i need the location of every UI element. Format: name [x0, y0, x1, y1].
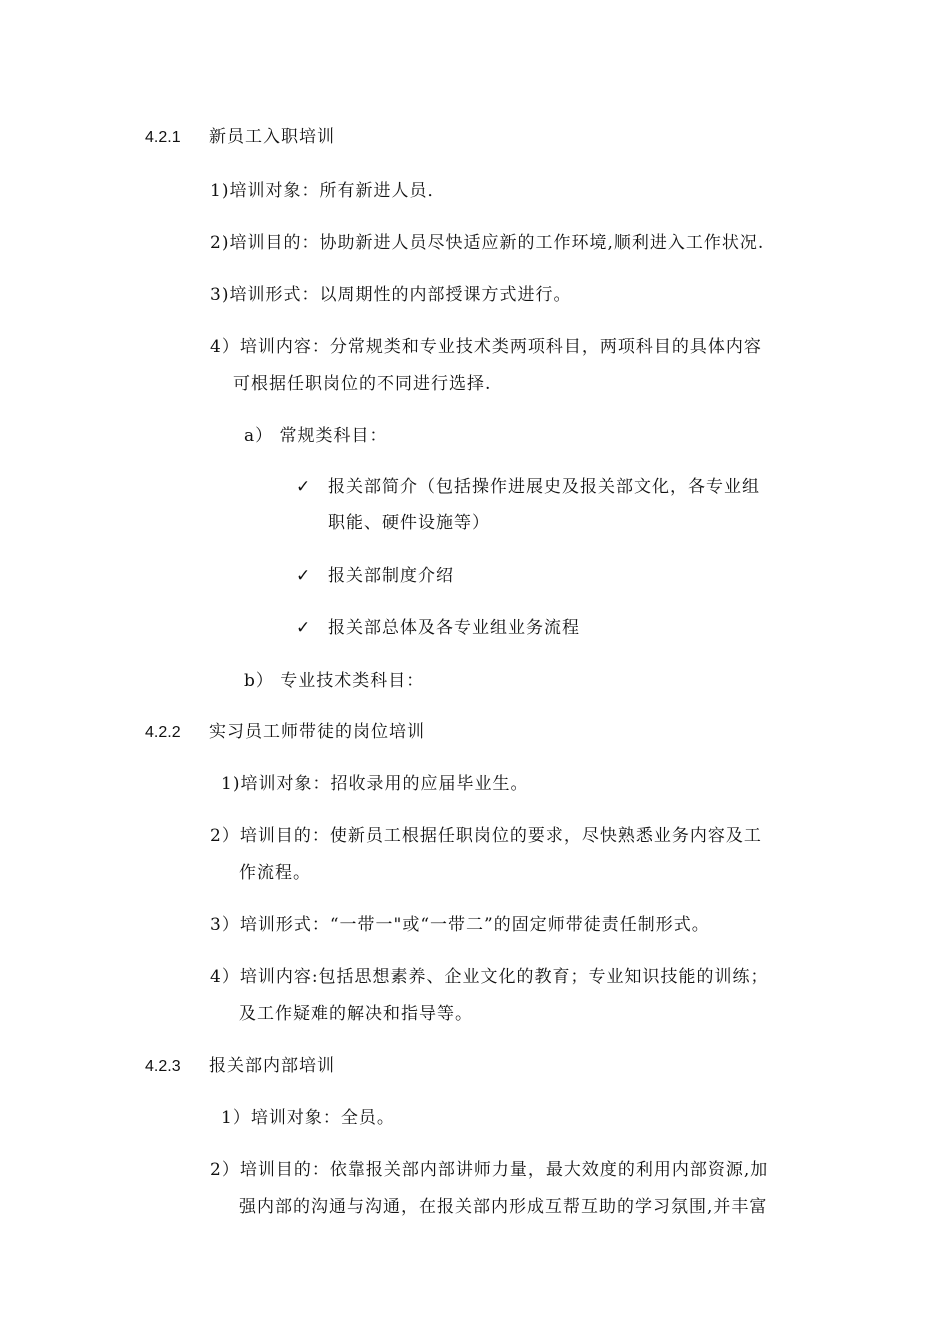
list-item-continuation: 强内部的沟通与沟通，在报关部内形成互帮互助的学习氛围,并丰富	[239, 1197, 768, 1217]
sub-heading-b: b） 专业技术类科目：	[244, 671, 425, 691]
list-item: 1）培训对象：全员。	[221, 1108, 395, 1128]
sub-heading-a: a） 常规类科目：	[244, 426, 388, 446]
section-number: 4.2.2	[145, 724, 181, 741]
list-item: 3）培训形式：“一带一"或“一带二”的固定师带徒责任制形式。	[210, 915, 710, 935]
list-item: 4）培训内容：分常规类和专业技术类两项科目，两项科目的具体内容	[210, 337, 762, 357]
checkmark-icon: ✓	[296, 566, 311, 586]
section-title: 新员工入职培训	[209, 127, 335, 147]
list-item-continuation: 及工作疑难的解决和指导等。	[239, 1004, 473, 1024]
list-item: 2）培训目的：使新员工根据任职岗位的要求，尽快熟悉业务内容及工	[210, 826, 762, 846]
list-item: 2)培训目的：协助新进人员尽快适应新的工作环境,顺利进入工作状况.	[210, 233, 765, 253]
section-heading-4-2-1	[145, 126, 335, 149]
check-item: 报关部简介（包括操作进展史及报关部文化，各专业组	[328, 477, 760, 497]
section-number: 4.2.1	[145, 129, 181, 146]
list-item: 4）培训内容:包括思想素养、企业文化的教育；专业知识技能的训练；	[210, 967, 769, 987]
section-title: 实习员工师带徒的岗位培训	[209, 722, 425, 742]
check-item: 报关部制度介绍	[328, 566, 454, 586]
check-item: 报关部总体及各专业组业务流程	[328, 618, 580, 638]
section-heading-4-2-2	[145, 721, 425, 744]
list-item-continuation: 作流程。	[239, 863, 311, 883]
list-item-continuation: 可根据任职岗位的不同进行选择.	[233, 374, 492, 394]
checkmark-icon: ✓	[296, 477, 311, 497]
section-number: 4.2.3	[145, 1058, 181, 1075]
list-item: 3)培训形式：以周期性的内部授课方式进行。	[210, 285, 572, 305]
check-item-continuation: 职能、硬件设施等）	[328, 513, 490, 533]
checkmark-icon: ✓	[296, 618, 311, 638]
section-heading-4-2-3	[145, 1055, 335, 1078]
list-item: 2）培训目的：依靠报关部内部讲师力量，最大效度的利用内部资源,加	[210, 1160, 769, 1180]
list-item: 1)培训对象：所有新进人员．	[210, 181, 446, 201]
list-item: 1)培训对象：招收录用的应届毕业生。	[221, 774, 529, 794]
section-title: 报关部内部培训	[209, 1056, 335, 1076]
